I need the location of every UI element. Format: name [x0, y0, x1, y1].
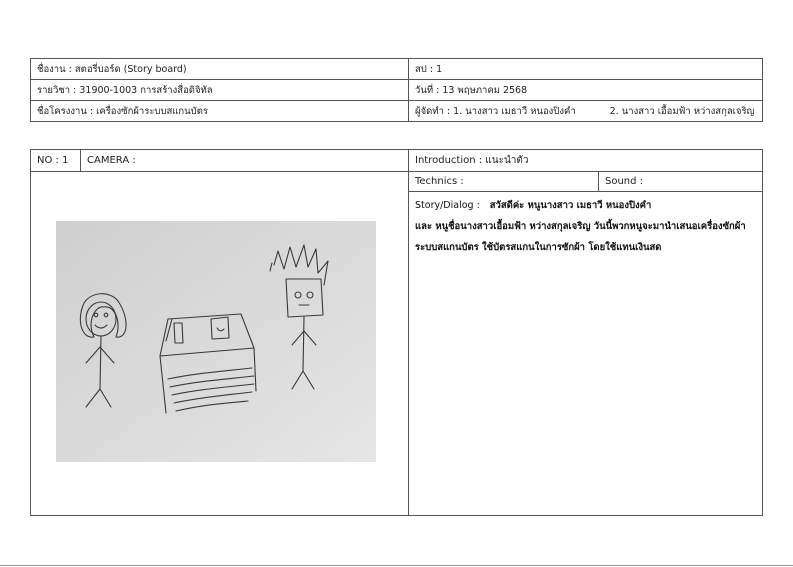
date-cell	[409, 80, 763, 101]
no-label: NO :	[37, 155, 59, 166]
date-value: 13 พฤษภาคม 2568	[442, 84, 528, 96]
project-value: เครื่องซักผ้าระบบสแกนบัตร	[96, 105, 208, 117]
camera-cell	[81, 150, 408, 171]
story-frame	[30, 149, 763, 516]
sketch-paper	[56, 221, 376, 462]
dialog-line-1: Story/Dialog : สวัสดีค่ะ หนูนางสาว เมธาวี หนองปิงคำ	[415, 200, 652, 211]
camera-label: CAMERA :	[87, 155, 136, 166]
week-value: 1	[436, 63, 443, 75]
week-label: สป :	[415, 63, 434, 75]
story-dialog	[415, 195, 761, 258]
subject-value: 31900-1003 การสร้างสื่อดิจิทัล	[79, 84, 213, 96]
technics-label: Technics :	[415, 176, 464, 187]
storyboard-sketch	[56, 221, 376, 462]
subject-label: รายวิชา :	[37, 84, 77, 96]
intro-cell	[409, 150, 763, 171]
dialog-line-2: และ หนูชื่อนางสาวเอื้อมฟ้า หว่างสกุลเจริญ วันนี้พวกหนูจะมานำเสนอเครื่องซักผ้า	[415, 221, 746, 232]
info-row-job	[31, 59, 763, 80]
no-value: 1	[62, 155, 69, 166]
date-label: วันที่ :	[415, 84, 440, 96]
sound-label: Sound :	[605, 176, 644, 187]
project-cell	[31, 101, 409, 122]
scene-header-row	[31, 150, 762, 172]
job-value: สตอรี่บอร์ด (Story board)	[74, 63, 187, 75]
intro-label: Introduction :	[415, 155, 483, 166]
column-divider	[408, 150, 409, 515]
author-label: ผู้จัดทำ :	[415, 105, 451, 117]
week-cell	[409, 59, 763, 80]
page-bottom-rule	[0, 565, 793, 566]
technics-cell	[409, 172, 599, 191]
sound-cell	[599, 172, 763, 191]
technics-sound-row	[409, 172, 763, 192]
subject-cell	[31, 80, 409, 101]
job-label: ชื่องาน :	[37, 63, 72, 75]
project-label: ชื่อโครงงาน :	[37, 105, 94, 117]
dialog-line-3: ระบบสแกนบัตร ใช้บัตรสแกนในการซักผ้า โดยใช้แทนเงินสด	[415, 242, 662, 253]
info-row-subject	[31, 80, 763, 101]
job-cell	[31, 59, 409, 80]
no-cell	[31, 150, 81, 171]
author-2: 2. นางสาว เอื้อมฟ้า หว่างสกุลเจริญ	[609, 105, 755, 117]
author-cell	[409, 101, 763, 122]
author-1: 1. นางสาว เมธาวี หนองปิงคำ	[453, 105, 576, 117]
intro-value: แนะนำตัว	[485, 155, 529, 166]
storyboard-info-table	[30, 58, 763, 122]
info-row-project	[31, 101, 763, 122]
dialog-label: Story/Dialog :	[415, 200, 480, 211]
